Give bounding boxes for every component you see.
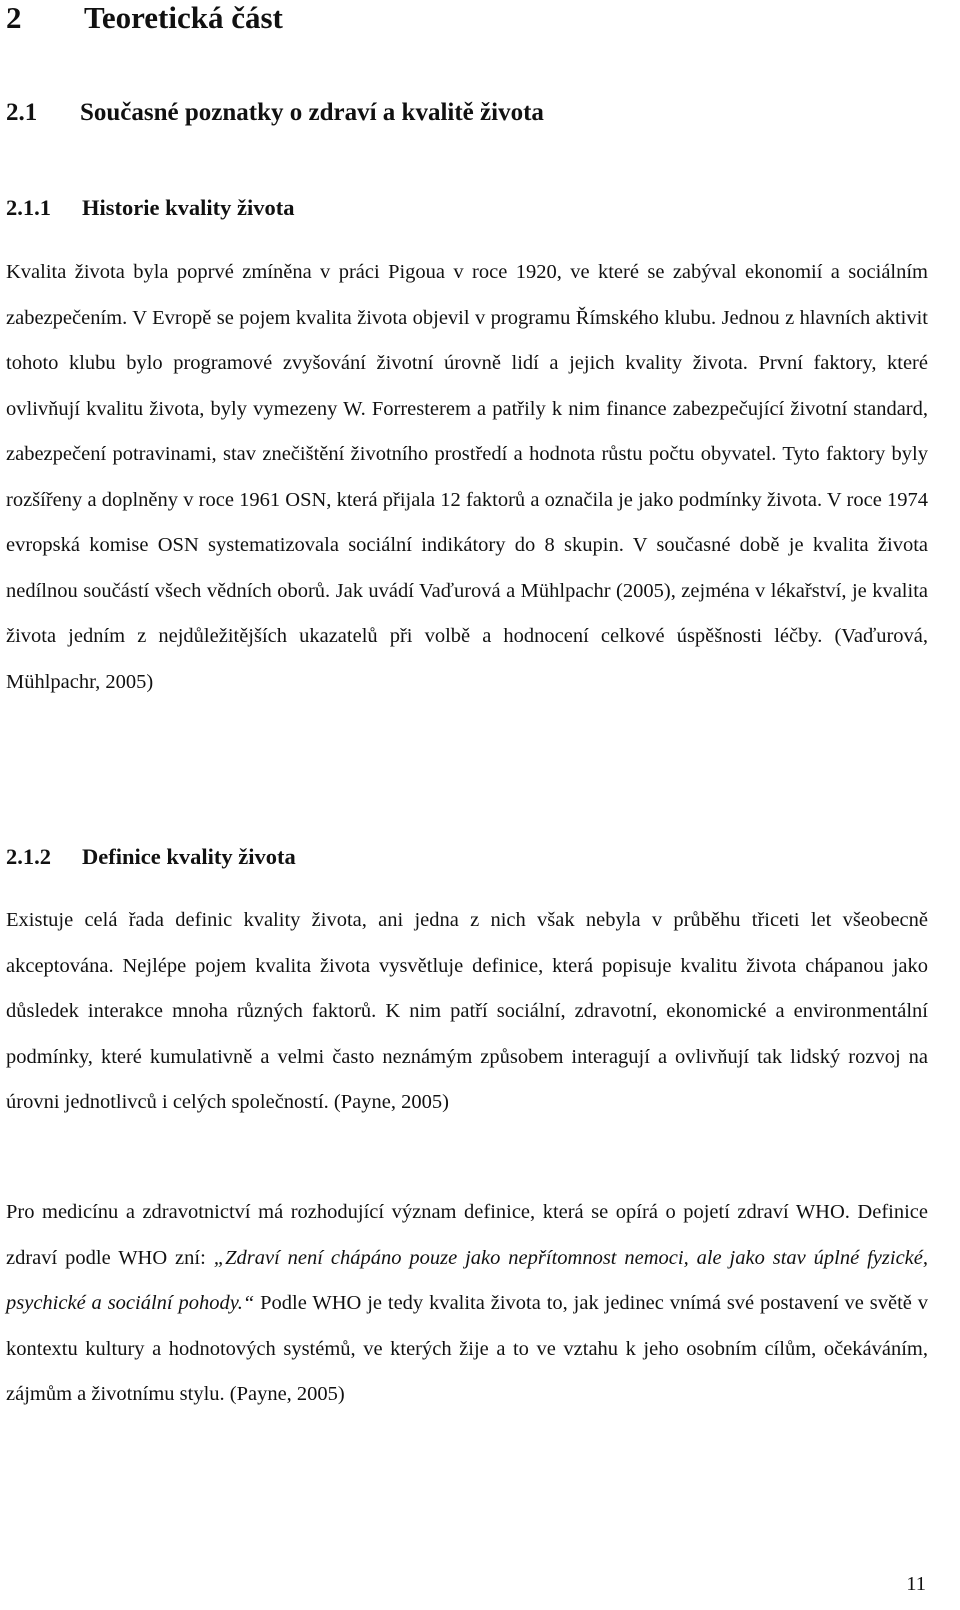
subsection-title-history: Historie kvality života [82,195,295,220]
who-definition-quote: „Zdraví není chápáno pouze jako nepřítomnost nemoci, ale jako stav úplné fyzické, psychické a sociální pohody.“ [6,1246,929,1314]
paragraph-definition-2-rest: Podle WHO je tedy kvalita života to, jak jedinec vnímá své postavení ve světě v kontextu kultury a hodnotových systémů, ve kterých žije a to ve vztahu k jeho osobním cílům, očekáváním, zájmům a životnímu stylu. (Payne, 2005) [6,1292,928,1405]
subsection-heading-definition [6,842,296,872]
subsection-number-history: 2.1.1 [6,195,51,220]
chapter-title: Teoretická část [84,0,283,35]
section-title: Současné poznatky o zdraví a kvalitě života [80,99,544,126]
paragraph-definition-2-intro: Pro medicínu a zdravotnictví má rozhodující význam definice, která se opírá o pojetí zdraví WHO. Definice zdraví podle WHO zní: [6,1201,928,1269]
chapter-heading [6,0,283,36]
page-number: 11 [906,1573,926,1595]
subsection-title-definition: Definice kvality života [82,844,296,869]
paragraph-definition-2 [6,1190,928,1418]
section-heading [6,97,544,129]
paragraph-history: Kvalita života byla poprvé zmíněna v práci Pigoua v roce 1920, ve které se zabýval ekonomií a sociálním zabezpečením. V Evropě se pojem kvalita života objevil v programu Římského klubu. Jednou z hlavních aktivit tohoto klubu bylo programové zvyšování životní úrovně lidí a jejich kvality života. První faktory, které ovlivňují kvalitu života, byly vymezeny W. Forresterem a patřily k nim finance zabezpečující životní standard, zabezpečení potravinami, stav znečištění životního prostředí a hodnota růstu počtu obyvatel. Tyto faktory byly rozšířeny a doplněny v roce 1961 OSN, která přijala 12 faktorů a označila je jako podmínky života. V roce 1974 evropská komise OSN systematizovala sociální indikátory do 8 skupin. V současné době je kvalita života nedílnou součástí všech vědních oborů. Jak uvádí Vaďurová a Mühlpachr (2005), zejména v lékařství, je kvalita života jedním z nejdůležitějších ukazatelů při volbě a hodnocení celkové úspěšnosti léčby. (Vaďurová, Mühlpachr, 2005) [6,261,928,693]
paragraph-definition-1: Existuje celá řada definic kvality života, ani jedna z nich však nebyla v průběhu třiceti let všeobecně akceptována. Nejlépe pojem kvalita života vysvětluje definice, která popisuje kvalitu života chápanou jako důsledek interakce mnoha různých faktorů. K nim patří sociální, zdravotní, ekonomické a environmentální podmínky, které kumulativně a velmi často neznámým způsobem interagují a ovlivňují tak lidský rozvoj na úrovni jednotlivců i celých společností. (Payne, 2005) [6,909,928,1113]
subsection-heading-history [6,193,294,223]
chapter-number: 2 [6,0,22,35]
section-number: 2.1 [6,99,38,126]
subsection-number-definition: 2.1.2 [6,844,51,869]
